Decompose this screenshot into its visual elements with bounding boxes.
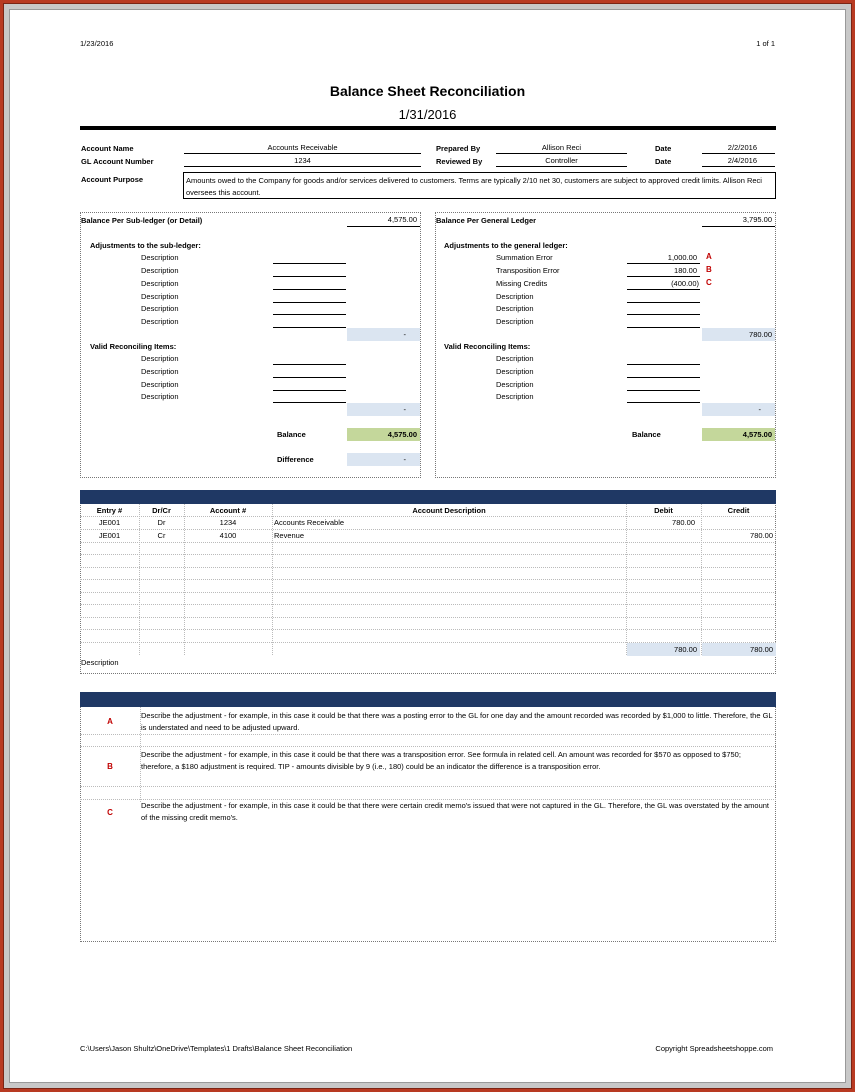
subledger-adj-line[interactable]: [273, 276, 346, 277]
gl-valid-line[interactable]: [627, 377, 700, 378]
account-purpose-text[interactable]: Amounts owed to the Company for goods and/or services delivered to customers. Terms are typically 2/10 net 30, customers are subject to approved credit limits. Allison Reci oversees this account.: [183, 172, 776, 199]
gl-adj-line[interactable]: [627, 302, 700, 303]
subledger-adj-line[interactable]: [273, 289, 346, 290]
subledger-valid-desc: Description: [141, 367, 179, 376]
col-header-entry: Entry #: [96, 506, 123, 515]
note-text[interactable]: Describe the adjustment - for example, in this case it could be that there was a transposition error. See formula in related cell. An amount was recorded for $570 as opposed to $750; therefore, a $180 adjustment is required. TIP - amounts divisible by 9 (i.e., 180) could be an indicator the difference is a transposition error.: [141, 750, 741, 771]
debit-total: 780.00: [627, 643, 700, 656]
subledger-valid-total: -: [347, 403, 420, 416]
subledger-adj-desc: Description: [141, 317, 179, 326]
difference-label: Difference: [277, 455, 314, 464]
gl-valid-line[interactable]: [627, 402, 700, 403]
gl-valid-desc: Description: [496, 367, 534, 376]
gl-number-label: GL Account Number: [81, 157, 154, 166]
subledger-adj-title: Adjustments to the sub-ledger:: [90, 241, 201, 250]
copyright: Copyright Spreadsheetshoppe.com: [655, 1044, 773, 1053]
table-cell-account[interactable]: 1234: [219, 518, 237, 527]
gl-valid-desc: Description: [496, 392, 534, 401]
subledger-valid-desc: Description: [141, 380, 179, 389]
prepared-by-label: Prepared By: [436, 144, 481, 153]
reviewed-by-label: Reviewed By: [436, 157, 483, 166]
note-text[interactable]: Describe the adjustment - for example, in this case it could be that there were certain credit memo's issued that were not captured in the GL. Therefore, the GL was overstated by the amount of the missing credit memo's.: [141, 801, 770, 822]
col-header-debit: Debit: [654, 506, 673, 515]
gl-valid-line[interactable]: [627, 364, 700, 365]
subledger-adj-line[interactable]: [273, 327, 346, 328]
gl-final-balance: 4,575.00: [702, 428, 775, 441]
gl-adj-amount[interactable]: 1,000.00: [627, 253, 700, 264]
gl-adj-desc: Transposition Error: [496, 266, 560, 275]
table-cell-account[interactable]: 4100: [219, 531, 237, 540]
gl-valid-line[interactable]: [627, 390, 700, 391]
subledger-valid-line[interactable]: [273, 377, 346, 378]
prepared-by-value[interactable]: Allison Reci: [496, 143, 627, 154]
gl-adj-total: 780.00: [702, 328, 775, 341]
subledger-valid-line[interactable]: [273, 364, 346, 365]
gl-adj-amount[interactable]: 180.00: [627, 266, 700, 277]
gl-valid-desc: Description: [496, 380, 534, 389]
gl-number-value[interactable]: 1234: [184, 156, 421, 167]
gl-adj-ref: C: [706, 278, 712, 287]
subledger-final-balance: 4,575.00: [347, 428, 420, 441]
note-ref: A: [107, 717, 113, 726]
subledger-adj-desc: Description: [141, 304, 179, 313]
subledger-adj-line[interactable]: [273, 302, 346, 303]
col-header-credit: Credit: [727, 506, 750, 515]
subledger-adj-line[interactable]: [273, 263, 346, 264]
title-rule: [80, 126, 776, 130]
note-text[interactable]: Describe the adjustment - for example, in this case it could be that there was a posting error to the GL for one day and the amount recorded was recorded by $1,000 to little. Therefore, the GL is understated and need to be adjusted upward.: [141, 711, 773, 732]
gl-adj-line[interactable]: [627, 314, 700, 315]
gl-balance[interactable]: 3,795.00: [702, 215, 775, 227]
table-cell-description[interactable]: Accounts Receivable: [274, 518, 345, 527]
gl-adj-desc: Description: [496, 304, 534, 313]
gl-balance-label: Balance: [632, 430, 661, 439]
subledger-valid-line[interactable]: [273, 390, 346, 391]
account-name-label: Account Name: [81, 144, 134, 153]
notes-header-bar: [80, 692, 776, 707]
subledger-title: Balance Per Sub-ledger (or Detail): [81, 216, 203, 225]
subledger-adj-desc: Description: [141, 279, 179, 288]
gl-adj-desc: Description: [496, 317, 534, 326]
subledger-balance[interactable]: 4,575.00: [347, 215, 420, 227]
page-title: Balance Sheet Reconciliation: [329, 83, 526, 99]
gl-valid-desc: Description: [496, 354, 534, 363]
subledger-valid-desc: Description: [141, 354, 179, 363]
subledger-valid-line[interactable]: [273, 402, 346, 403]
gl-adj-ref: A: [706, 252, 712, 261]
account-purpose-label: Account Purpose: [81, 175, 144, 184]
print-date: 1/23/2016: [80, 39, 114, 48]
gl-adj-desc: Summation Error: [496, 253, 553, 262]
difference-value: -: [347, 453, 420, 466]
account-name-value[interactable]: Accounts Receivable: [184, 143, 421, 154]
table-cell-debit[interactable]: 780.00: [672, 518, 695, 527]
file-path: C:\Users\Jason Shultz\OneDrive\Templates\1 Drafts\Balance Sheet Reconciliation: [80, 1044, 353, 1053]
subledger-adj-desc: Description: [141, 292, 179, 301]
gl-adj-desc: Missing Credits: [496, 279, 548, 288]
journal-header-bar: [80, 490, 776, 504]
gl-valid-title: Valid Reconciling Items:: [444, 342, 531, 351]
subledger-adj-line[interactable]: [273, 314, 346, 315]
table-cell-credit[interactable]: 780.00: [750, 531, 773, 540]
subledger-valid-title: Valid Reconciling Items:: [90, 342, 177, 351]
date-reviewed-label: Date: [655, 157, 672, 166]
reviewed-by-value[interactable]: Controller: [496, 156, 627, 167]
col-header-drcr: Dr/Cr: [152, 506, 171, 515]
gl-adj-line[interactable]: [627, 327, 700, 328]
subledger-valid-desc: Description: [141, 392, 179, 401]
gl-title: Balance Per General Ledger: [436, 216, 537, 225]
gl-adj-amount[interactable]: (400.00): [627, 279, 700, 290]
table-cell-drcr[interactable]: Cr: [157, 531, 166, 540]
note-ref: B: [107, 762, 113, 771]
gl-valid-total: -: [702, 403, 775, 416]
date-prepared-label: Date: [655, 144, 672, 153]
date-reviewed-value[interactable]: 2/4/2016: [702, 156, 775, 167]
table-cell-drcr[interactable]: Dr: [157, 518, 166, 527]
subledger-adj-desc: Description: [141, 266, 179, 275]
journal-description-label: Description: [81, 658, 119, 667]
page-number: 1 of 1: [756, 39, 775, 48]
note-ref: C: [107, 808, 113, 817]
subledger-balance-label: Balance: [277, 430, 306, 439]
date-prepared-value[interactable]: 2/2/2016: [702, 143, 775, 154]
period-date: 1/31/2016: [398, 107, 457, 122]
gl-adj-desc: Description: [496, 292, 534, 301]
document-page: [9, 9, 846, 1083]
col-header-description: Account Description: [412, 506, 486, 515]
col-header-account: Account #: [209, 506, 247, 515]
table-cell-entry[interactable]: JE001: [98, 518, 121, 527]
subledger-adj-total: -: [347, 328, 420, 341]
gl-adj-ref: B: [706, 265, 712, 274]
credit-total: 780.00: [702, 643, 776, 656]
table-cell-entry[interactable]: JE001: [98, 531, 121, 540]
subledger-adj-desc: Description: [141, 253, 179, 262]
table-cell-description[interactable]: Revenue: [274, 531, 305, 540]
gl-adj-title: Adjustments to the general ledger:: [444, 241, 568, 250]
